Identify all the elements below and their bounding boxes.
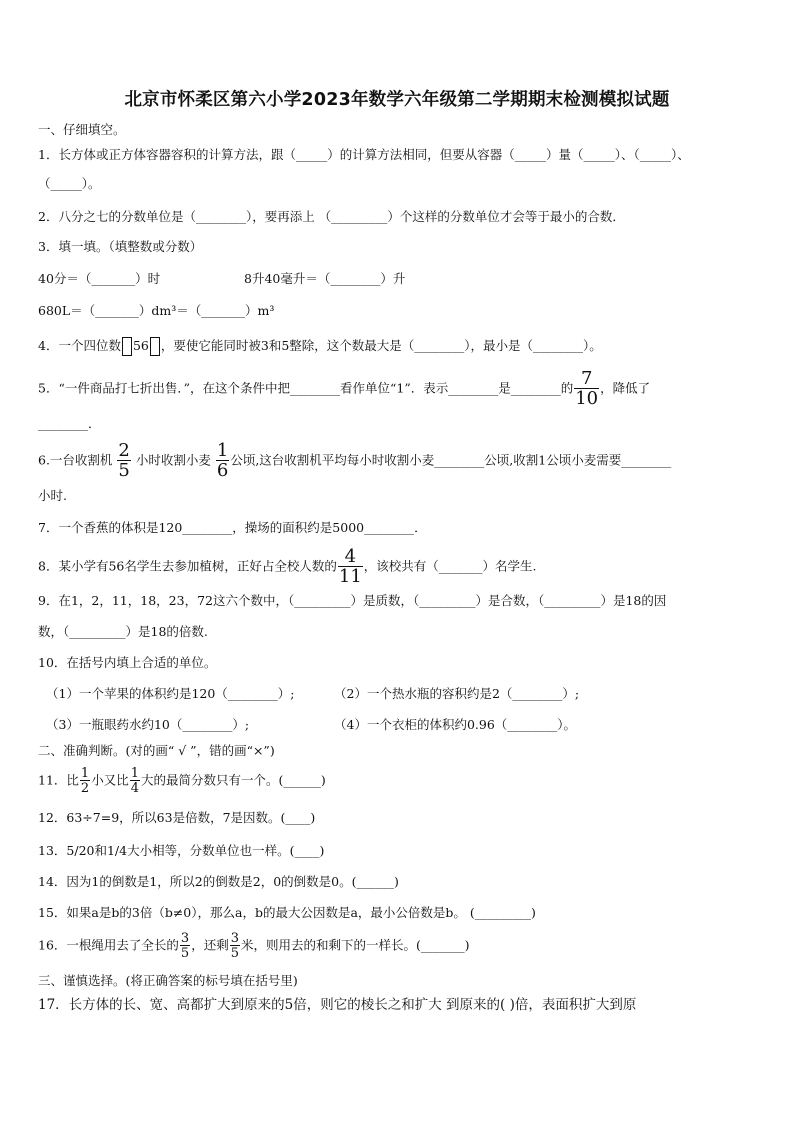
- digit-blank-box: [150, 337, 160, 356]
- question-5-prefix: 5．“一件商品打七折出售．”，在这个条件中把________看作单位“1”．表示________是________的: [38, 380, 574, 396]
- question-11: [38, 767, 326, 795]
- fraction-denominator: 6: [216, 460, 229, 481]
- question-4-suffix: ，要使它能同时被3和5整除，这个数最大是（________），最小是（________）。: [160, 338, 602, 353]
- fraction-denominator: 11: [338, 566, 362, 587]
- question-11-prefix: 11．比: [38, 772, 79, 788]
- question-16-middle: ，还剩: [191, 937, 229, 953]
- question-3-item-b: 8升40毫升＝（________）升: [244, 271, 406, 286]
- fraction-numerator: 1: [80, 766, 90, 781]
- question-14: 14．因为1的倒数是1，所以2的倒数是2，0的倒数是0。(______): [38, 874, 399, 889]
- fraction-numerator: 3: [230, 931, 239, 946]
- question-6-middle: 小时收割小麦: [135, 452, 211, 468]
- question-7: 7．一个香蕉的体积是120________，操场的面积约是5000________．: [38, 520, 427, 535]
- question-9-line-2: 数，（_________）是18的倍数.: [38, 624, 208, 639]
- fraction: [216, 442, 229, 480]
- question-4-prefix: 4．一个四位数: [38, 338, 121, 353]
- section-2-heading: 二、准确判断。(对的画“ √ ”，错的画“×”): [38, 743, 275, 758]
- question-10-item-4: （4）一个衣柜的体积约0.96（________）。: [334, 717, 577, 732]
- fraction-denominator: 2: [80, 781, 90, 796]
- fraction: [117, 442, 130, 480]
- question-3-item-c: 680L＝（_______）dm³＝（_______）m³: [38, 303, 275, 318]
- question-1-line-2: （_____）。: [38, 176, 101, 191]
- question-5-suffix: ，降低了: [600, 380, 651, 396]
- question-3-item-a: 40分＝（_______）时: [38, 271, 161, 286]
- question-17: 17．长方体的长、宽、高都扩大到原来的5倍，则它的棱长之和扩大 到原来的( )倍，表面积扩大到原: [38, 997, 637, 1013]
- question-11-suffix: 大的最简分数只有一个。(______): [140, 772, 326, 788]
- question-5: [38, 370, 650, 408]
- digit-blank-box: [122, 337, 132, 356]
- fraction-denominator: 10: [575, 388, 599, 409]
- question-6: [38, 442, 671, 480]
- question-13: 13．5/20和1/4大小相等，分数单位也一样。(____): [38, 843, 325, 858]
- question-5-line-2: ________．: [38, 416, 101, 431]
- question-16-prefix: 16．一根绳用去了全长的: [38, 937, 179, 953]
- question-6-line-2: 小时.: [38, 488, 67, 503]
- question-10: 10．在括号内填上合适的单位。: [38, 655, 217, 670]
- question-11-middle: 小又比: [91, 772, 129, 788]
- question-4: [38, 337, 602, 356]
- question-16-suffix: 米，则用去的和剩下的一样长。(_______): [240, 937, 470, 953]
- section-3-heading: 三、谨慎选择。(将正确答案的标号填在括号里): [38, 973, 298, 988]
- question-10-item-2: （2）一个热水瓶的容积约是2（________）;: [334, 686, 580, 701]
- fraction-denominator: 5: [180, 946, 190, 961]
- question-2: 2．八分之七的分数单位是（________），要再添上 （_________）个这样的分数单位才会等于最小的合数．: [38, 209, 625, 224]
- question-1-line-1: 1．长方体或正方体容器容积的计算方法，跟（_____）的计算方法相同，但要从容器（_____）量（_____）、（_____）、: [38, 147, 690, 162]
- fraction-numerator: 3: [180, 931, 190, 946]
- fraction-denominator: 5: [230, 946, 239, 961]
- question-3: 3．填一填。（填整数或分数）: [38, 239, 203, 254]
- fraction-numerator: 7: [580, 368, 593, 389]
- fraction: [338, 548, 363, 586]
- question-6-prefix: 6.一台收割机: [38, 452, 113, 468]
- question-8-prefix: 8．某小学有56名学生去参加植树，正好占全校人数的: [38, 558, 337, 574]
- question-4-digits: 56: [132, 338, 149, 353]
- question-10-item-1: （1）一个苹果的体积约是120（________）;: [46, 686, 295, 701]
- fraction-numerator: 4: [344, 546, 357, 567]
- fraction-numerator: 2: [118, 440, 130, 461]
- fraction-denominator: 4: [130, 781, 139, 796]
- question-15: 15．如果a是b的3倍（b≠0），那么a，b的最大公因数是a，最小公倍数是b。 (_________): [38, 905, 536, 920]
- question-8: [38, 548, 537, 586]
- fraction: [180, 932, 190, 960]
- fraction-denominator: 5: [118, 460, 130, 481]
- fraction: [80, 767, 90, 795]
- question-9-line-1: 9．在1，2，11，18，23，72这六个数中，（_________）是质数，（_________）是合数，（_________）是18的因: [38, 593, 667, 608]
- fraction-numerator: 1: [216, 440, 229, 461]
- question-16: [38, 932, 470, 960]
- fraction: [130, 767, 140, 795]
- question-8-suffix: ，该校共有（_______）名学生.: [363, 558, 537, 574]
- section-1-heading: 一、仔细填空。: [38, 122, 126, 137]
- fraction: [574, 370, 599, 408]
- question-12: 12．63÷7=9，所以63是倍数，7是因数。(____): [38, 810, 316, 825]
- fraction: [230, 932, 240, 960]
- fraction-numerator: 1: [130, 766, 139, 781]
- question-10-item-3: （3）一瓶眼药水约10（________）;: [46, 717, 250, 732]
- question-6-suffix: 公顷,这台收割机平均每小时收割小麦________公顷,收割1公顷小麦需要________: [230, 452, 672, 468]
- page-title: 北京市怀柔区第六小学2023年数学六年级第二学期期末检测模拟试题: [124, 90, 670, 110]
